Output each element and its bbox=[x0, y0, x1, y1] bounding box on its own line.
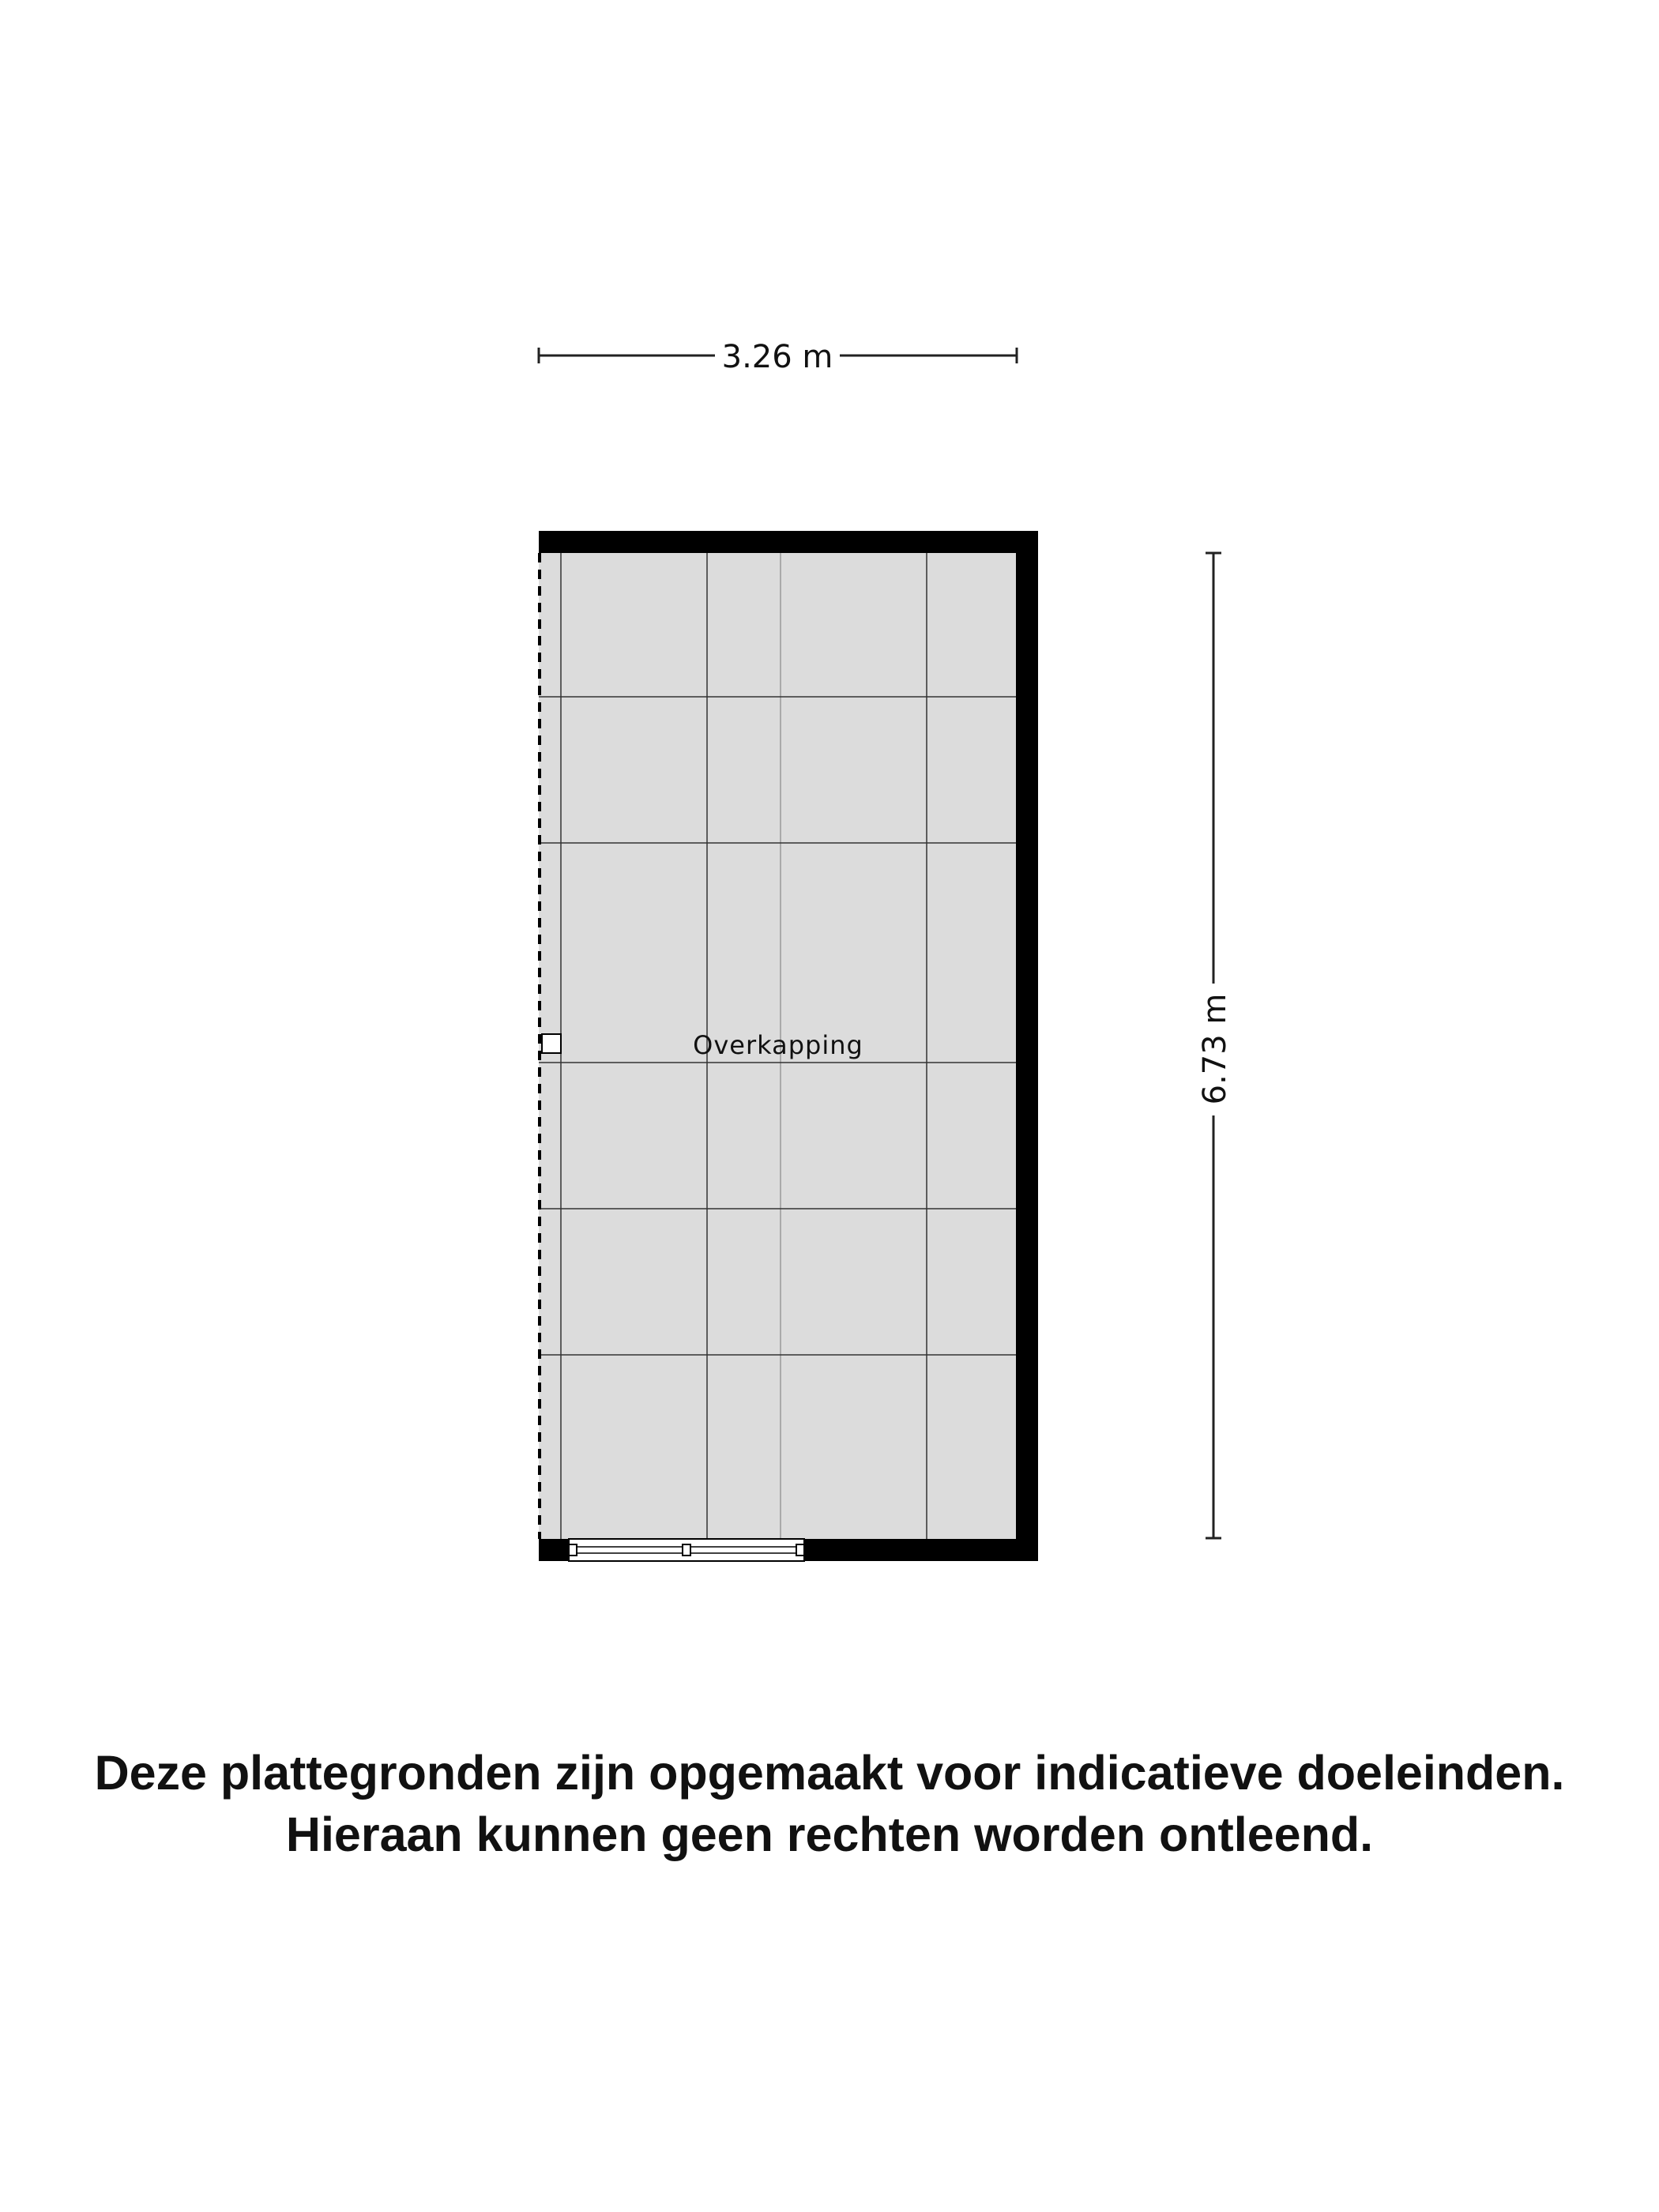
post-marker bbox=[542, 1034, 561, 1053]
width-dimension bbox=[539, 339, 1017, 375]
height-dimension-label: 6.73 m bbox=[1197, 993, 1233, 1105]
room-label: Overkapping bbox=[693, 1030, 863, 1060]
bottom-window bbox=[569, 1539, 804, 1561]
wall-top bbox=[539, 531, 1038, 553]
disclaimer-line-2: Hieraan kunnen geen rechten worden ontleend. bbox=[285, 1808, 1374, 1861]
wall-right bbox=[1016, 531, 1038, 1561]
disclaimer-line-1: Deze plattegronden zijn opgemaakt voor indicatieve doeleinden. bbox=[94, 1746, 1565, 1800]
wall-bottom-right bbox=[804, 1539, 1038, 1561]
height-dimension bbox=[1197, 553, 1233, 1538]
disclaimer bbox=[0, 1742, 1659, 1865]
wall-bottom-left bbox=[539, 1539, 569, 1561]
width-dimension-label: 3.26 m bbox=[721, 339, 833, 375]
